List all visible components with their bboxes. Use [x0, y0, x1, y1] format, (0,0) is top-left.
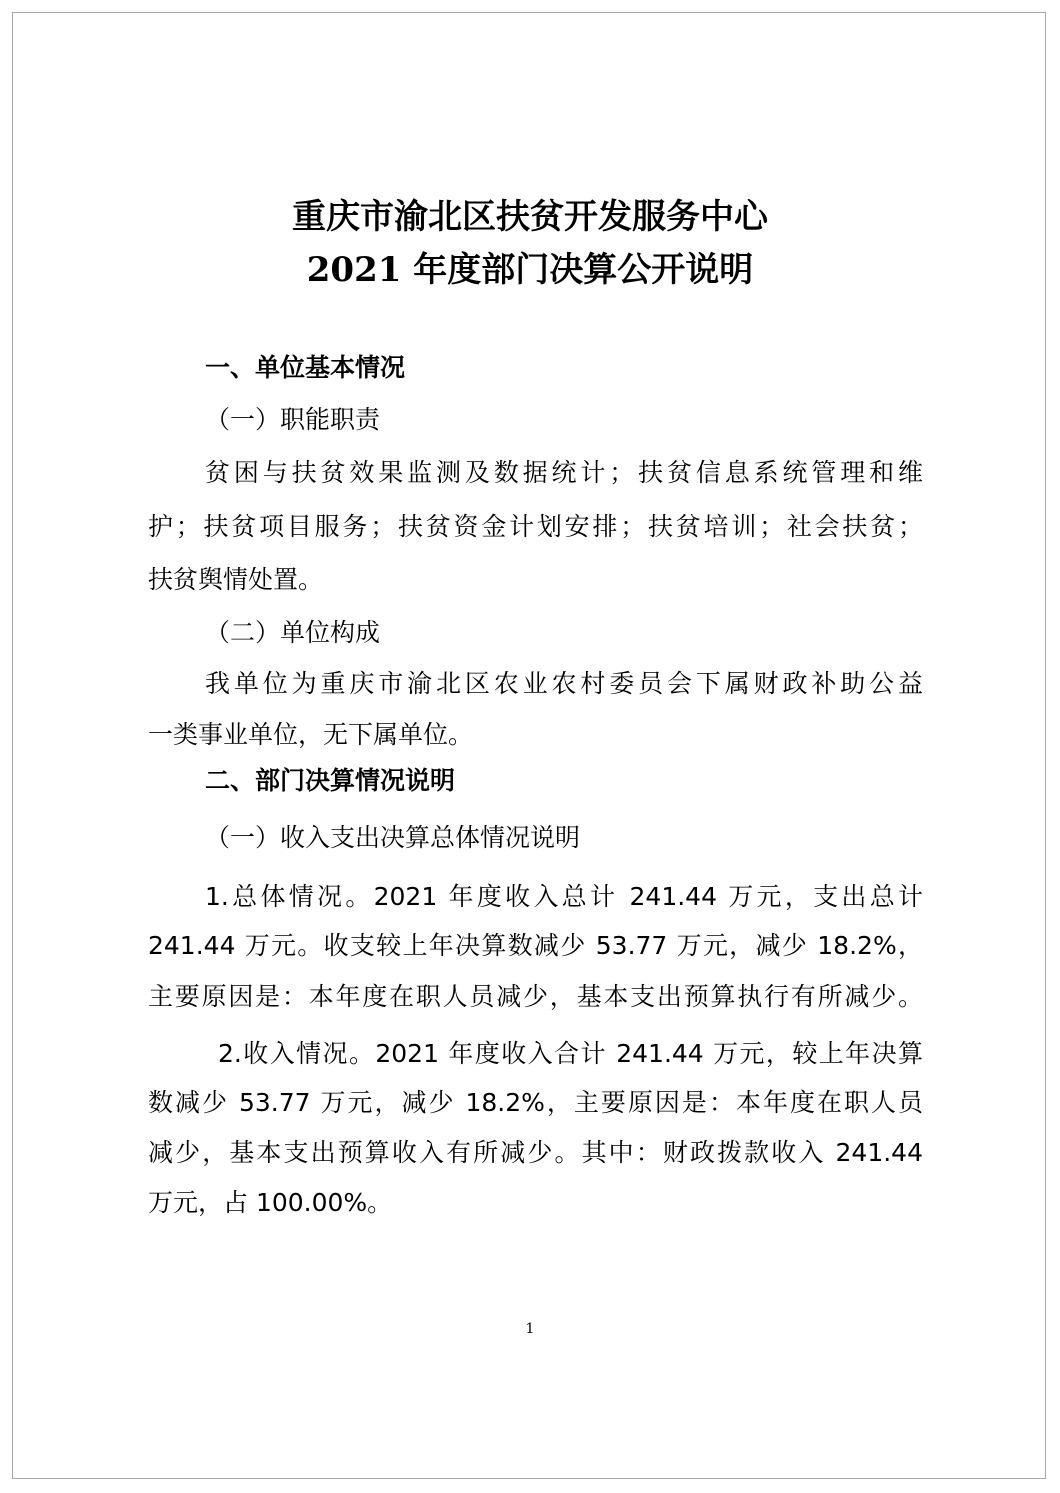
page-number: 1: [525, 1321, 535, 1337]
section2-para2-line: 数减少 53.77 万元，减少 18.2%，主要原因是：本年度在职人员: [148, 1088, 923, 1117]
document-title-line2: 2021 年度部门决算公开说明: [306, 250, 754, 290]
section2-para2-line: 2.收入情况。2021 年度收入合计 241.44 万元，较上年决算: [218, 1039, 923, 1068]
section1-sub2-heading: （二）单位构成: [205, 618, 381, 647]
section2-sub1-heading: （一）收入支出决算总体情况说明: [205, 823, 581, 852]
section1-sub1-line: 护；扶贫项目服务；扶贫资金计划安排；扶贫培训；社会扶贫；: [148, 512, 923, 541]
section1-sub2-line: 我单位为重庆市渝北区农业农村委员会下属财政补助公益: [205, 669, 923, 698]
section2-para2-line: 万元，占 100.00%。: [148, 1188, 393, 1217]
section1-sub1-heading: （一）职能职责: [205, 405, 381, 434]
section2-heading: 二、部门决算情况说明: [205, 766, 456, 795]
section2-para1-line: 241.44 万元。收支较上年决算数减少 53.77 万元，减少 18.2%，: [148, 931, 923, 960]
document-title-line1: 重庆市渝北区扶贫开发服务中心: [292, 197, 768, 237]
section1-sub1-line: 贫困与扶贫效果监测及数据统计；扶贫信息系统管理和维: [205, 458, 923, 487]
section1-sub1-line: 扶贫舆情处置。: [148, 565, 324, 594]
section1-sub2-line: 一类事业单位，无下属单位。: [148, 720, 474, 749]
section1-heading: 一、单位基本情况: [205, 353, 406, 382]
section2-para2-line: 减少，基本支出预算收入有所减少。其中：财政拨款收入 241.44: [148, 1138, 923, 1167]
section2-para1-line: 1.总体情况。2021 年度收入总计 241.44 万元，支出总计: [205, 882, 923, 911]
section2-para1-line: 主要原因是：本年度在职人员减少，基本支出预算执行有所减少。: [148, 982, 923, 1011]
